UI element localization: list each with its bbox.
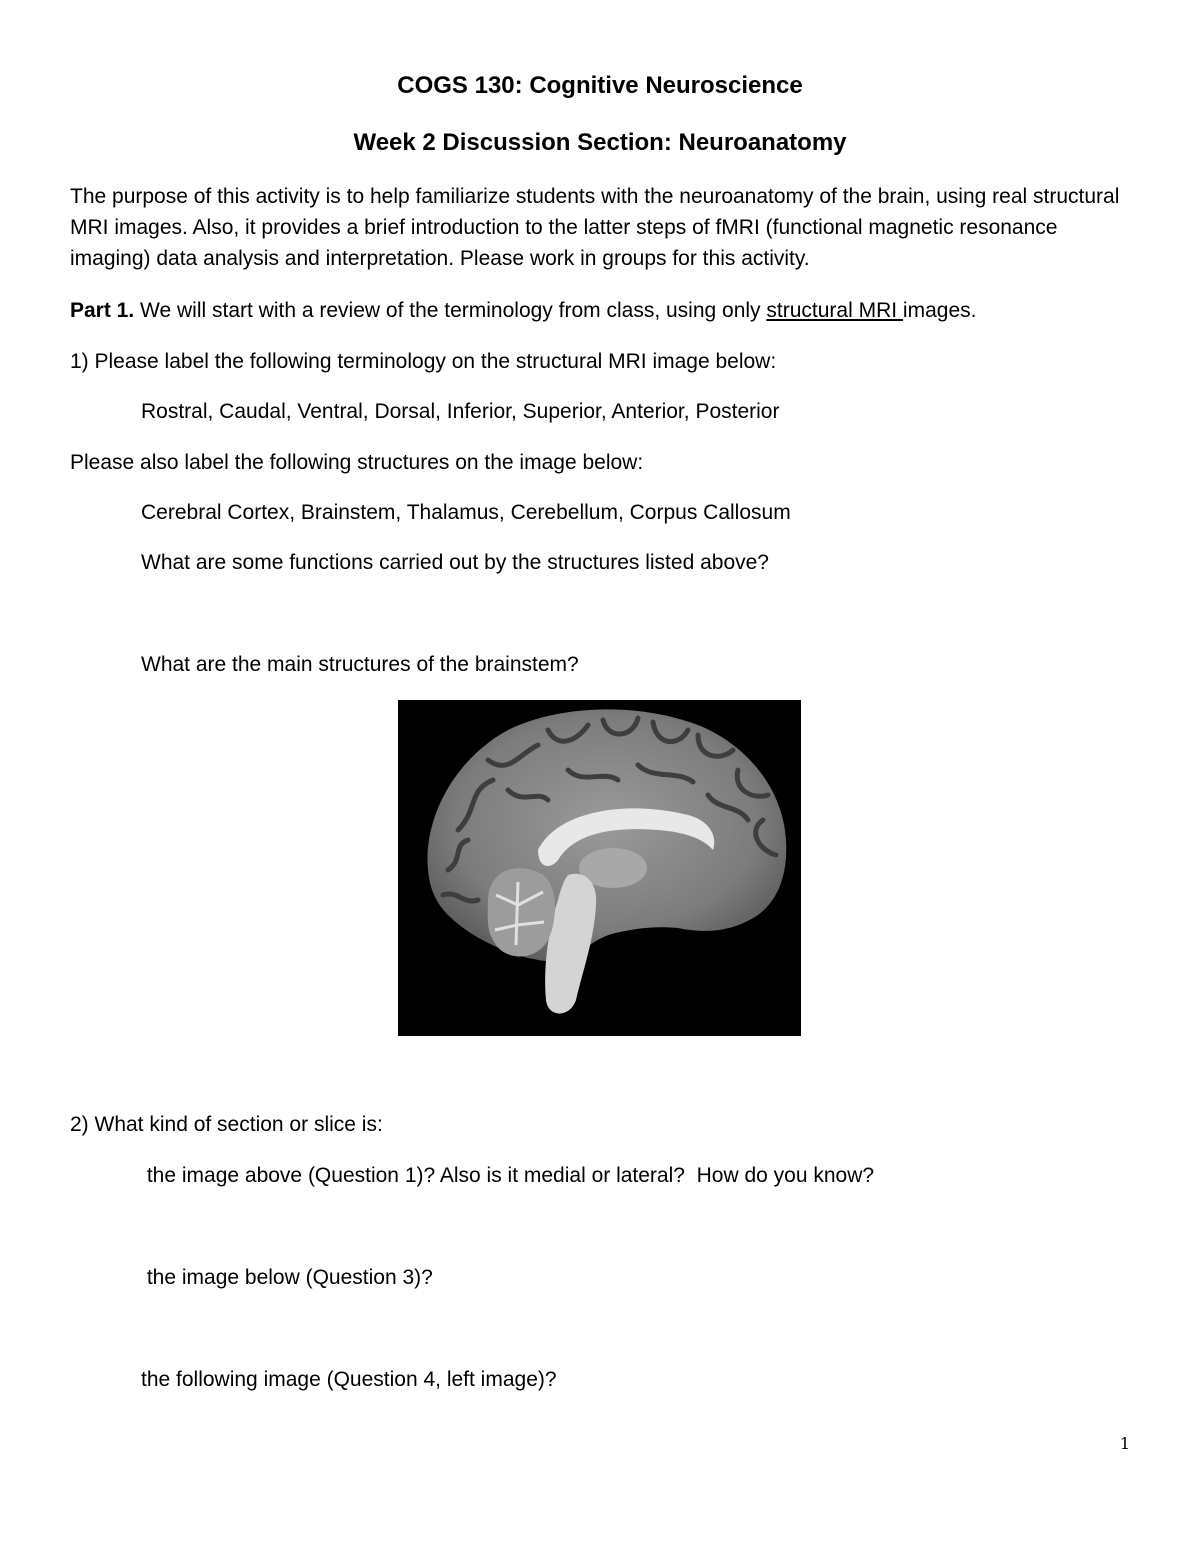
intro-paragraph: The purpose of this activity is to help familiarize students with the neuroanatomy of the brain, using real structural MRI images. Also, it provides a brief introduction to the latter steps of fMRI (functional magnetic resonance imaging) data analysis and interpretation. Please work in groups for this activity. bbox=[70, 185, 1120, 270]
q2-item-b: the image below (Question 3)? bbox=[141, 1266, 433, 1289]
q1-terms: Rostral, Caudal, Ventral, Dorsal, Inferior, Superior, Anterior, Posterior bbox=[141, 400, 780, 423]
part1-underlined: structural MRI bbox=[766, 299, 903, 322]
page-number: 1 bbox=[1119, 1434, 1130, 1453]
part1-line bbox=[70, 295, 976, 326]
sagittal-mri-image bbox=[398, 700, 801, 1036]
q1-structures: Cerebral Cortex, Brainstem, Thalamus, Cerebellum, Corpus Callosum bbox=[141, 501, 791, 524]
q1-structures-prompt: Please also label the following structures on the image below: bbox=[70, 451, 644, 474]
section-title: Week 2 Discussion Section: Neuroanatomy bbox=[353, 129, 847, 156]
q2-item-c: the following image (Question 4, left image)? bbox=[141, 1368, 557, 1391]
part1-text-before: We will start with a review of the terminology from class, using only bbox=[140, 299, 767, 322]
part1-label: Part 1. bbox=[70, 299, 135, 322]
part1-text-after: images. bbox=[902, 299, 977, 322]
q2-item-a: the image above (Question 1)? Also is it medial or lateral? How do you know? bbox=[141, 1164, 875, 1187]
q1-functions-question: What are some functions carried out by the structures listed above? bbox=[141, 551, 769, 574]
q2-prompt: 2) What kind of section or slice is: bbox=[70, 1113, 383, 1136]
course-title: COGS 130: Cognitive Neuroscience bbox=[397, 72, 803, 99]
q1-prompt: 1) Please label the following terminology on the structural MRI image below: bbox=[70, 350, 777, 373]
q1-brainstem-question: What are the main structures of the brainstem? bbox=[141, 653, 579, 676]
